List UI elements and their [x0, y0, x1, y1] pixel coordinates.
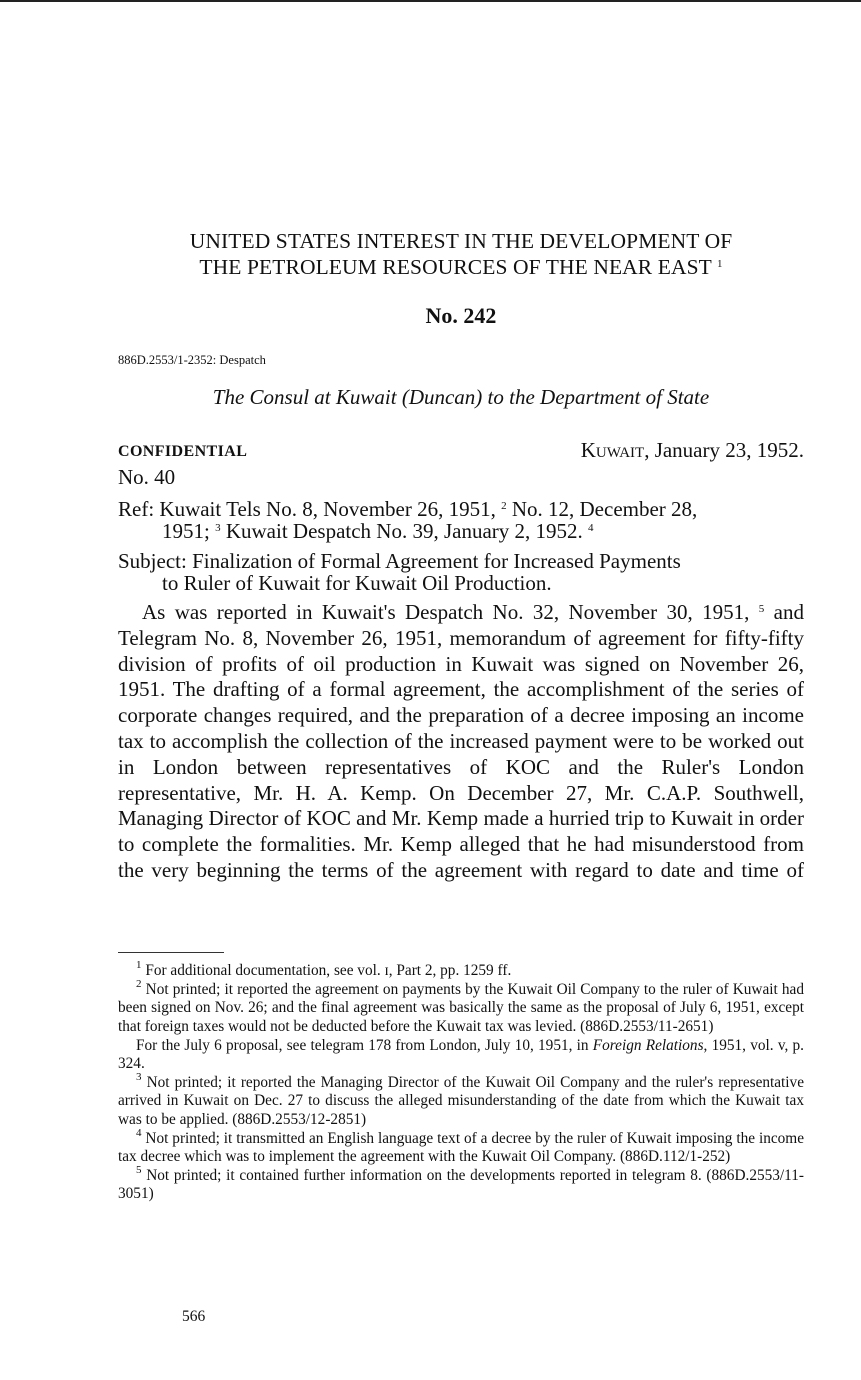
- document-number: No. 242: [425, 303, 497, 328]
- subject-line-1: Subject: Finalization of Formal Agreement for Increased Payments: [118, 549, 681, 573]
- despatch-number: No. 40: [118, 465, 176, 489]
- footnote-publication-title: Foreign Relations: [592, 1036, 704, 1054]
- footnote-text: Not printed; it contained further information on the developments reported in telegram 8. (886D.2553/11-3051): [118, 1167, 804, 1203]
- footnote-ref-1[interactable]: 1: [716, 258, 723, 270]
- footnote-1: [118, 959, 804, 980]
- footnote-text: Not printed; it transmitted an English language text of a decree by the ruler of Kuwait imposing the income tax decree which was to implement the agreement with the Kuwait Oil Company. (886D.112/1-252): [118, 1129, 804, 1166]
- footnote-2-continuation: [118, 1037, 804, 1073]
- ref-text-4: Kuwait Despatch No. 39, January 2, 1952.: [220, 519, 583, 543]
- place-date: [581, 438, 804, 463]
- footnote-4: [118, 1126, 804, 1166]
- footnote-ref-3[interactable]: 3: [215, 522, 221, 534]
- subject-line-2: to Ruler of Kuwait for Kuwait Oil Production.: [162, 571, 552, 595]
- ref-text-1: Kuwait Tels No. 8, November 26, 1951,: [159, 497, 496, 521]
- top-border-line: [0, 0, 861, 2]
- ref-text-3: 1951;: [162, 519, 210, 543]
- document-heading: [118, 228, 804, 280]
- classification-label: CONFIDENTIAL: [118, 443, 248, 460]
- footnote-2: [118, 978, 804, 1036]
- footnote-text: , 1951, vol. v, p. 324.: [118, 1036, 804, 1073]
- ref-text-2: No. 12, December 28,: [506, 497, 698, 521]
- file-reference: 886D.2553/1-2352: Despatch: [118, 353, 266, 367]
- heading-line-2: [118, 254, 804, 280]
- footnote-ref-5[interactable]: 5: [758, 603, 765, 615]
- heading-line-1: UNITED STATES INTEREST IN THE DEVELOPMENT OF: [189, 229, 733, 253]
- footnote-text: Not printed; it reported the agreement on payments by the Kuwait Oil Company to the ruler of Kuwait had been signed on Nov. 26; and the final agreement was basically the same as the proposal of July 6, 1951, except that foreign taxes would not be deducted before the Kuwait tax was levied. (886D.2553/11-2651): [118, 981, 804, 1035]
- ref-label: Ref:: [118, 497, 160, 521]
- footnote-marker: 4: [136, 1126, 142, 1139]
- date-text: , January 23, 1952.: [644, 438, 804, 462]
- body-text-1: As was reported in Kuwait's Despatch No. 32, November 30, 1951,: [142, 600, 750, 624]
- footnote-text: For the July 6 proposal, see telegram 178 from London, July 10, 1951, in: [136, 1036, 593, 1054]
- page-number: 566: [182, 1308, 206, 1325]
- body-text-2: and Telegram No. 8, November 26, 1951, memorandum of agreement for fifty-fifty division of profits of oil production in Kuwait was signed on November 26, 1951. The drafting of a formal agreement, the accomplishment of the series of corporate changes required, and the preparation of a decree imposing an income tax to accomplish the collection of the increased payment were to be worked out in London between representatives of KOC and the Ruler's London representative, Mr. H. A. Kemp. On December 27, Mr. C.A.P. Southwell, Managing Director of KOC and Mr. Kemp made a hurried trip to Kuwait in order to complete the formalities. Mr. Kemp alleged that he had misunderstood from the very beginning the terms of the agreement with regard to date and time of: [118, 600, 804, 882]
- footnote-marker: 1: [136, 959, 142, 971]
- footnote-ref-2[interactable]: 2: [501, 500, 507, 512]
- footnote-marker: 5: [136, 1164, 142, 1177]
- subject-line: [118, 550, 804, 594]
- footnote-text: Not printed; it reported the Managing Director of the Kuwait Oil Company and the ruler's representative arrived in Kuwait on Dec. 27 to discuss the alleged misunderstanding of the date from which the Kuwait tax was to be applied. (886D.2553/12-2851): [118, 1074, 804, 1128]
- footnote-ref-4[interactable]: 4: [588, 522, 594, 534]
- ref-line-2: [118, 520, 804, 542]
- document-title: The Consul at Kuwait (Duncan) to the Department of State: [212, 385, 710, 409]
- body-paragraph: [118, 600, 804, 884]
- footnote-divider: [118, 952, 224, 953]
- footnote-text: For additional documentation, see vol. ɪ, Part 2, pp. 1259 ff.: [141, 962, 512, 979]
- heading-line-2-text: THE PETROLEUM RESOURCES OF THE NEAR EAST: [199, 255, 712, 279]
- footnote-3: [118, 1071, 804, 1129]
- footnotes: [118, 959, 804, 1205]
- footnote-marker: 3: [136, 1071, 142, 1084]
- footnote-marker: 2: [136, 978, 142, 991]
- footnote-5: [118, 1164, 804, 1203]
- reference-line: [118, 498, 804, 542]
- place-name: Kuwait: [580, 438, 645, 462]
